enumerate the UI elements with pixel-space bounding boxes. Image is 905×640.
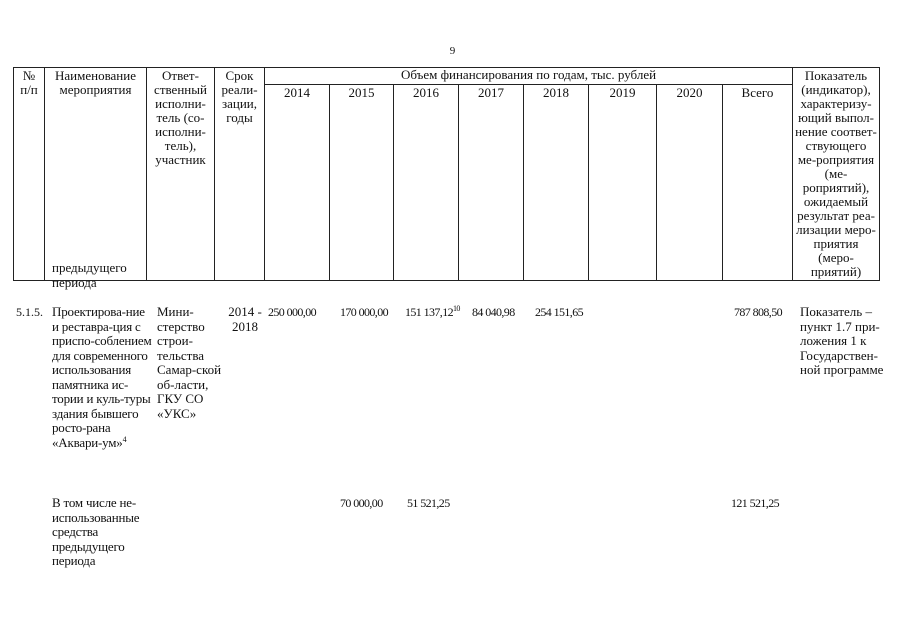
value-2018: 254 151,65 <box>535 305 584 319</box>
row-indicator: Показатель – пункт 1.7 при-ложения 1 к Государствен-ной программе <box>800 304 884 377</box>
value-2016-text: 151 137,12 <box>405 305 454 319</box>
footnote-marker: 10 <box>453 304 460 313</box>
row-term: 2014 - 2018 <box>228 304 262 334</box>
header-funding: Объем финансирования по годам, тыс. рублей <box>265 68 793 85</box>
carry-over-text: предыдущего периода <box>52 260 127 290</box>
header-year: 2019 <box>589 85 657 281</box>
header-name: Наименование мероприятия <box>45 68 147 281</box>
subrow-value-2016: 51 521,25 <box>407 496 450 510</box>
row-name-text: Проектирова-ние и реставра-ция с приспо-соблением для современного использования памятника ис-тории и куль-туры здания бывшего росто-рана «Аквари-ум» <box>52 304 152 450</box>
subrow-name: В том числе не-использованные средства предыдущего периода <box>52 495 140 568</box>
header-total: Всего <box>723 85 793 281</box>
value-total: 787 808,50 <box>734 305 783 319</box>
page-number: 9 <box>449 45 456 57</box>
row-number: 5.1.5. <box>16 305 43 319</box>
header-table <box>13 67 880 281</box>
value-2014: 250 000,00 <box>268 305 317 319</box>
header-year: 2017 <box>459 85 524 281</box>
header-no: № п/п <box>14 68 45 281</box>
header-year: 2018 <box>524 85 589 281</box>
header-indicator: Показатель (индикатор), характеризу-ющий выпол-нение соответ-ствующего ме-роприятия (ме-роприятий), ожидаемый результат реа-лизации меро-приятия (меро-приятий) <box>793 68 880 281</box>
header-term: Срок реали-зации, годы <box>215 68 265 281</box>
subrow-value-2015: 70 000,00 <box>340 496 383 510</box>
value-2016 <box>405 305 465 320</box>
row-responsible: Мини-стерство строи-тельства Самар-ской об-ласти, ГКУ СО «УКС» <box>157 304 222 421</box>
header-year: 2020 <box>657 85 723 281</box>
subrow-value-total: 121 521,25 <box>731 496 780 510</box>
row-name <box>52 305 154 450</box>
value-2017: 84 040,98 <box>472 305 515 319</box>
header-year: 2015 <box>330 85 394 281</box>
header-year: 2016 <box>394 85 459 281</box>
footnote-marker: 4 <box>122 434 127 444</box>
value-2015: 170 000,00 <box>340 305 389 319</box>
header-responsible: Ответ-ственный исполни-тель (со-исполни-тель), участник <box>147 68 215 281</box>
header-year: 2014 <box>265 85 330 281</box>
